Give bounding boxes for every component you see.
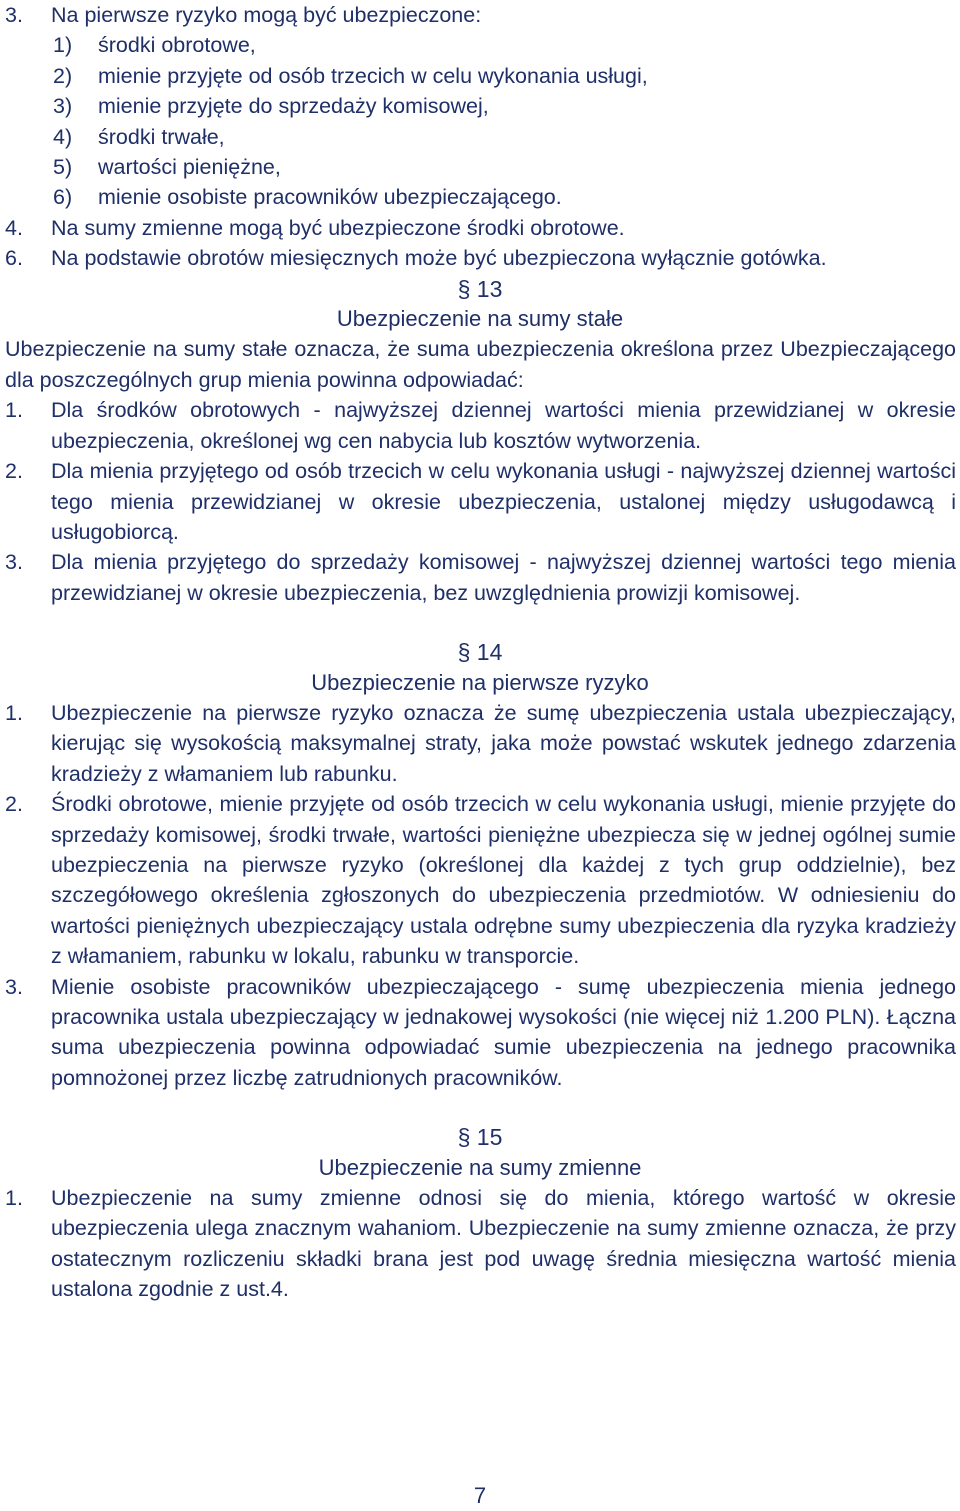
sub-list-item <box>0 152 960 182</box>
sub-item-text: wartości pieniężne, <box>98 155 281 180</box>
section-title: Ubezpieczenie na sumy zmienne <box>318 1154 642 1180</box>
page-number: 7 <box>473 1483 487 1508</box>
section-title: Ubezpieczenie na pierwsze ryzyko <box>311 669 649 695</box>
item-text: Na sumy zmienne mogą być ubezpieczone środki obrotowe. <box>51 215 625 240</box>
item-text: Mienie osobiste pracowników ubezpieczającego - sumę ubezpieczenia mienia jednego pracownika ustala ubezpieczający w jednakowej wysokości (nie więcej niż 1.200 PLN). Łączna suma ubezpieczenia powinna odpowiadać sumie ubezpieczenia na jednego pracownika pomnożonej przez liczbę zatrudnionych pracowników. <box>51 974 956 1090</box>
list-item <box>0 0 960 30</box>
sub-list-item <box>0 182 960 212</box>
sub-item-number: 1) <box>53 33 73 58</box>
spacer <box>0 608 960 637</box>
sub-list-item <box>0 61 960 91</box>
sub-list-item <box>0 91 960 121</box>
sub-item-number: 5) <box>53 155 73 180</box>
sub-item-number: 2) <box>53 63 73 88</box>
sub-item-text: środki trwałe, <box>98 124 225 149</box>
item-number: 3. <box>5 550 23 575</box>
item-number: 1. <box>5 398 23 423</box>
item-number: 3. <box>5 974 23 999</box>
item-number: 4. <box>5 215 23 240</box>
section-sign: § 14 <box>457 639 503 666</box>
list-item <box>0 213 960 243</box>
item-text: Na pierwsze ryzyko mogą być ubezpieczone: <box>51 3 482 27</box>
list-item <box>0 547 960 608</box>
sub-item-number: 3) <box>53 94 73 119</box>
list-item <box>0 243 960 273</box>
item-text: Dla mienia przyjętego od osób trzecich w celu wykonania usługi - najwyższej dziennej wartości tego mienia przewidzianej w okresie ubezpieczenia, ustalonej między usługodawcą i usługobiorcą. <box>51 459 956 544</box>
sub-item-text: mienie przyjęte do sprzedaży komisowej, <box>98 94 489 119</box>
list-item <box>0 456 960 547</box>
item-number: 1. <box>5 700 23 725</box>
list-item <box>0 1183 960 1305</box>
sub-item-text: mienie osobiste pracowników ubezpieczającego. <box>98 185 562 210</box>
section-sign: § 13 <box>457 275 503 302</box>
item-text: Ubezpieczenie na pierwsze ryzyko oznacza że sumę ubezpieczenia ustala ubezpieczający, kierując się wysokością maksymalnej straty, jaka może powstać wskutek jednego zdarzenia kradzieży z włamaniem lub rabunku. <box>51 700 956 786</box>
item-text: Dla środków obrotowych - najwyższej dziennej wartości mienia przewidzianej w okresie ubezpieczenia, określonej wg cen nabycia lub kosztów wytworzenia. <box>51 398 956 453</box>
item-text: Dla mienia przyjętego do sprzedaży komisowej - najwyższej dziennej wartości tego mienia przewidzianej w okresie ubezpieczenia, bez uwzględnienia prowizji komisowej. <box>51 550 956 605</box>
list-item <box>0 698 960 789</box>
sub-list-item <box>0 122 960 152</box>
item-number: 2. <box>5 459 23 484</box>
list-item <box>0 972 960 1094</box>
spacer <box>0 1093 960 1122</box>
sub-item-text: mienie przyjęte od osób trzecich w celu wykonania usługi, <box>98 63 648 88</box>
item-text: Środki obrotowe, mienie przyjęte od osób trzecich w celu wykonania usługi, mienie przyjęte do sprzedaży komisowej, środki trwałe, wartości pieniężne ubezpiecza się w jednej ogólnej sumie ubezpieczenia na pierwsze ryzyko (określonej dla każdej z tych grup oddzielnie), bez szczegółowego określenia zgłoszonych do ubezpieczenia przedmiotów. W odniesieniu do wartości pieniężnych ubezpieczający ustala odrębne sumy ubezpieczenia dla ryzyka kradzieży z włamaniem, rabunku w lokalu, rabunku w transporcie. <box>51 792 956 969</box>
sub-item-text: środki obrotowe, <box>98 33 256 58</box>
item-number: 1. <box>5 1186 23 1211</box>
section-intro: Ubezpieczenie na sumy stałe oznacza, że suma ubezpieczenia określona przez Ubezpieczającego dla poszczególnych grup mienia powinna odpowiadać: <box>5 337 956 392</box>
section-title: Ubezpieczenie na sumy stałe <box>336 306 624 332</box>
item-text: Ubezpieczenie na sumy zmienne odnosi się do mienia, którego wartość w okresie ubezpieczenia ulega znacznym wahaniom. Ubezpieczenie na sumy zmienne oznacza, że przy ostatecznym rozliczeniu składki brana jest pod uwagę średnia miesięczna wartość mienia ustalona zgodnie z ust.4. <box>51 1186 956 1302</box>
list-item <box>0 789 960 971</box>
section-sign: § 15 <box>457 1124 503 1151</box>
sub-list-item <box>0 30 960 60</box>
sub-item-number: 4) <box>53 124 73 149</box>
item-number: 2. <box>5 792 23 817</box>
sub-item-number: 6) <box>53 185 73 210</box>
list-item <box>0 395 960 456</box>
item-text: Na podstawie obrotów miesięcznych może być ubezpieczona wyłącznie gotówka. <box>51 246 827 271</box>
item-number: 3. <box>5 3 23 27</box>
item-number: 6. <box>5 246 23 271</box>
